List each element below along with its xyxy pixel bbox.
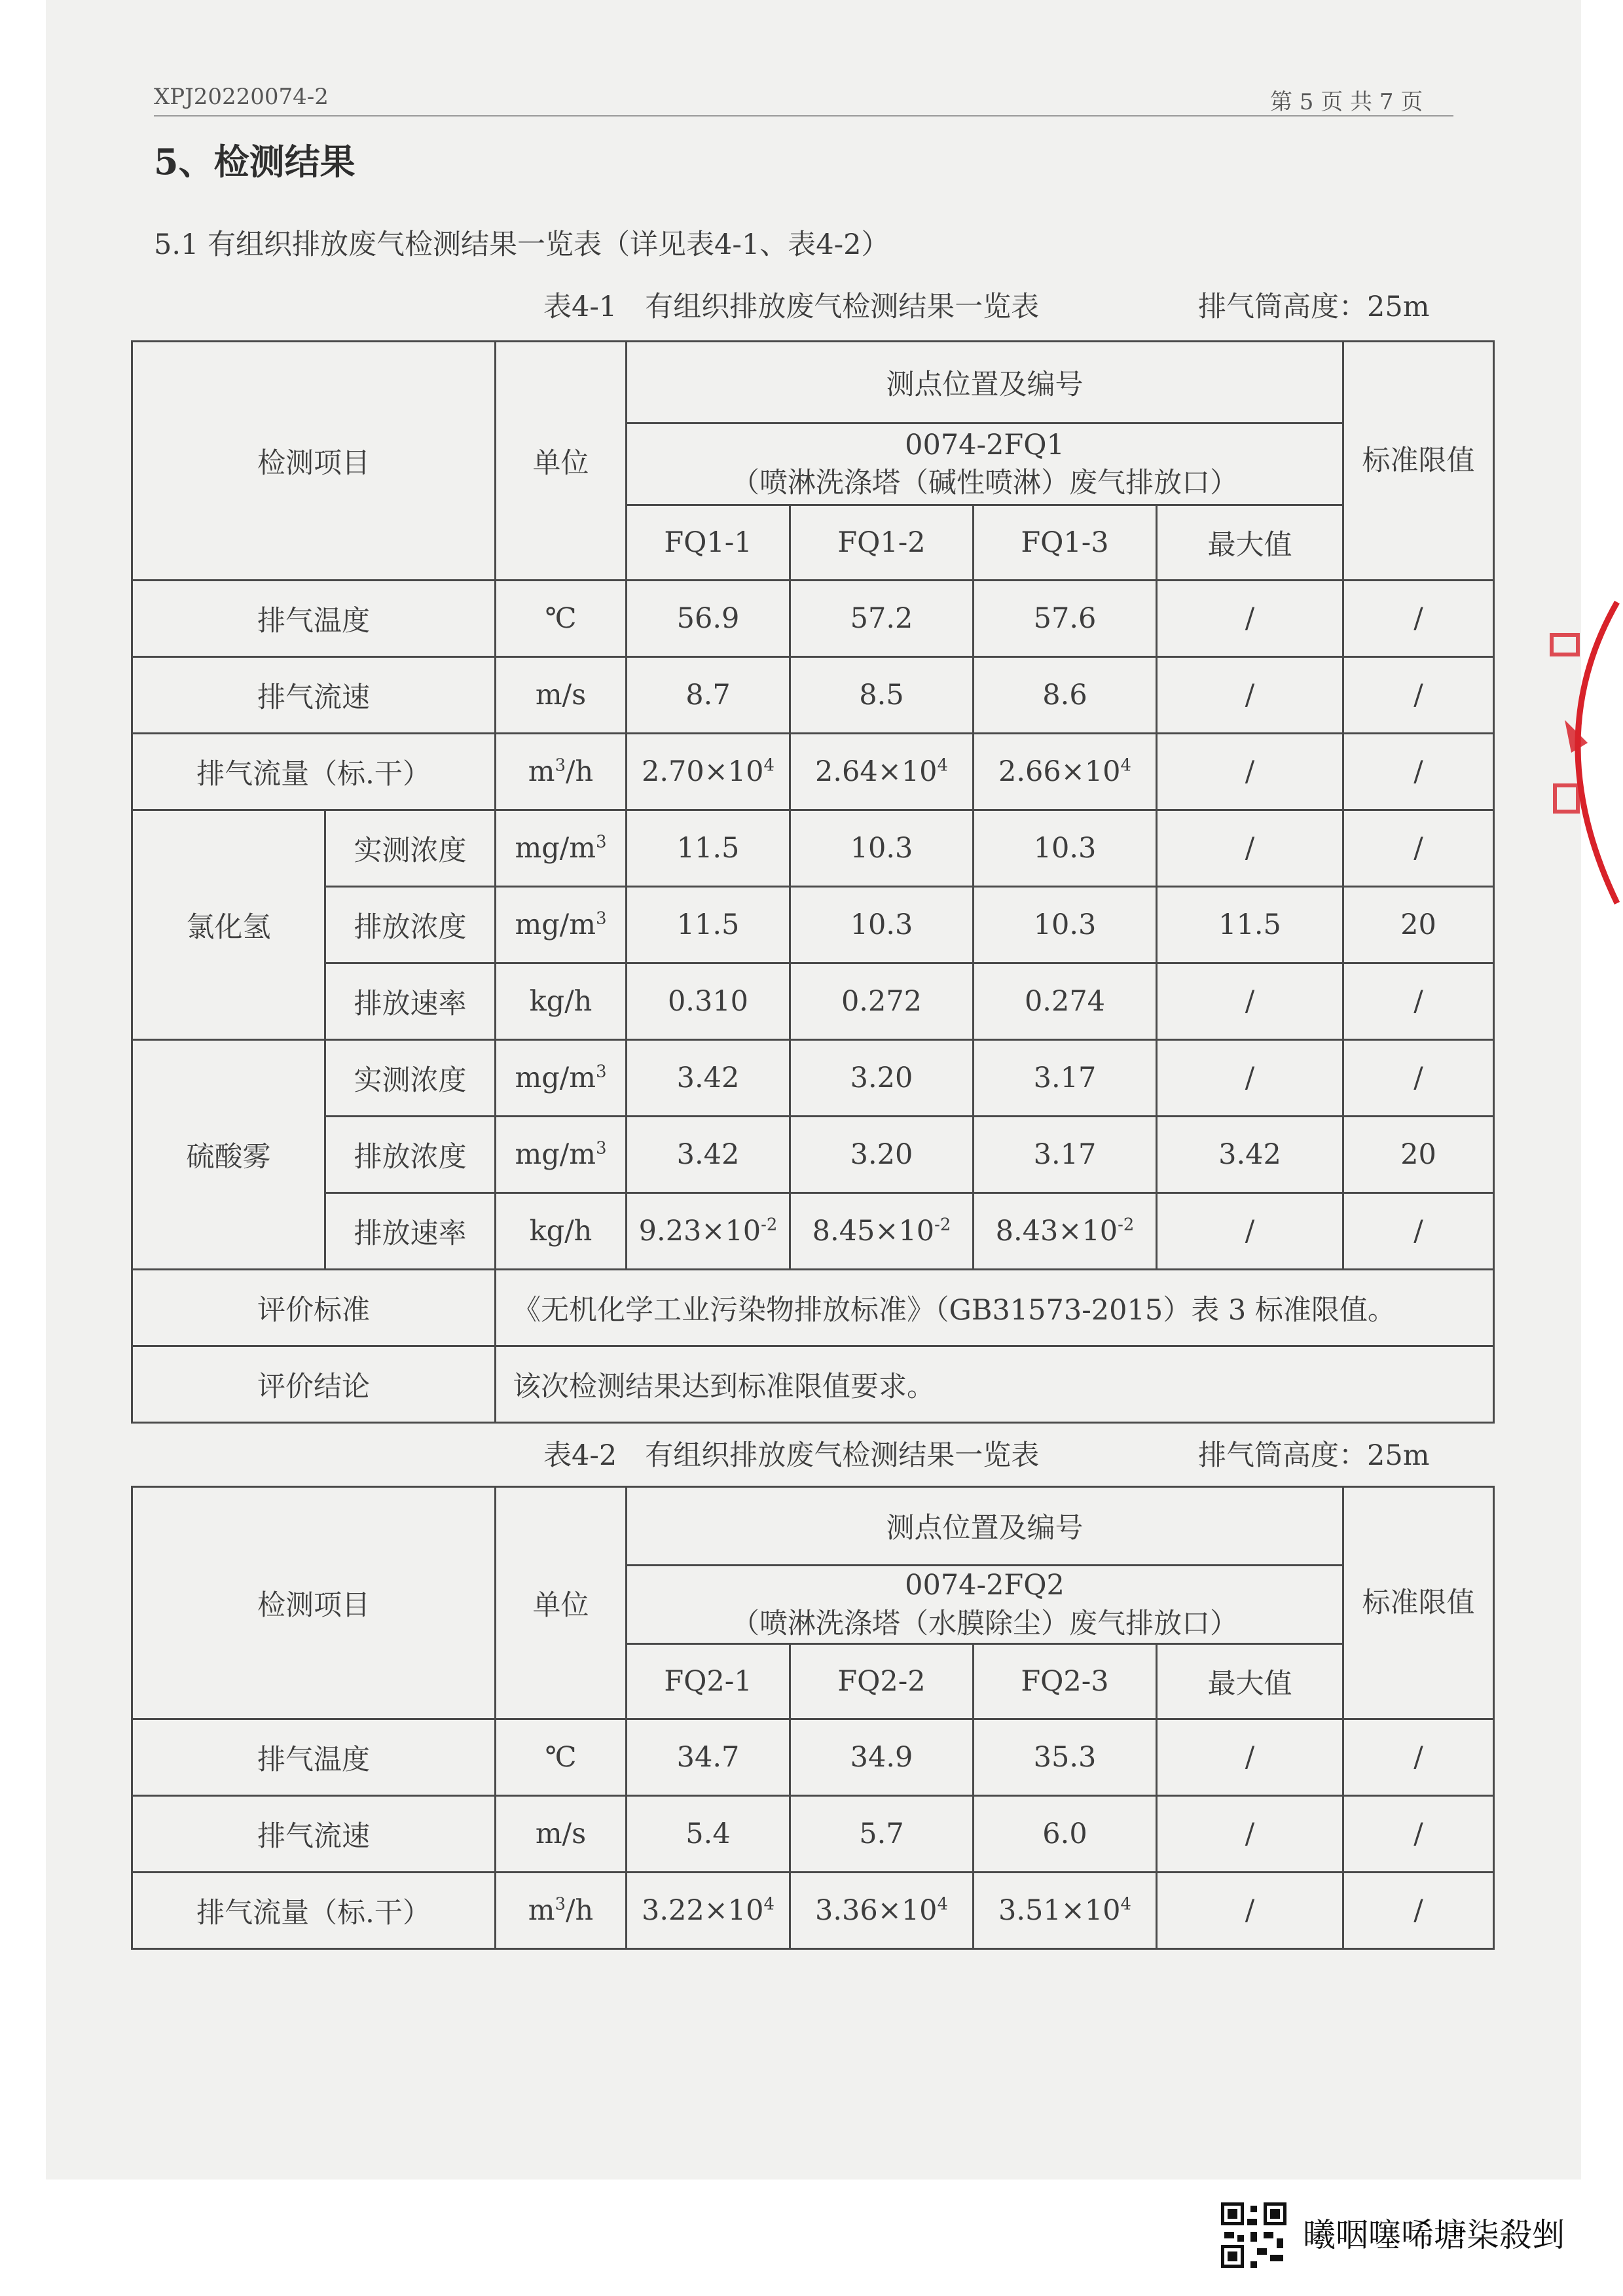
cell-value: 56.9 — [627, 581, 790, 657]
cell-limit: / — [1343, 1719, 1494, 1796]
cell-max: / — [1157, 1719, 1343, 1796]
header-location: 测点位置及编号 — [627, 342, 1343, 423]
cell-value: $8.43\times 10^{-2}$ — [974, 1193, 1157, 1270]
row-item: 排气流速 — [132, 1796, 496, 1873]
cell-max: / — [1157, 657, 1343, 734]
table-row — [132, 1193, 1494, 1270]
row-unit: $mg/m^3$ — [496, 887, 627, 963]
row-subitem: 排放浓度 — [325, 887, 496, 963]
cell-value: 11.5 — [627, 810, 790, 887]
cell-max: 11.5 — [1157, 887, 1343, 963]
table-row — [132, 1117, 1494, 1193]
eval-conclusion: 该次检测结果达到标准限值要求。 — [496, 1346, 1494, 1423]
cell-max: 3.42 — [1157, 1117, 1343, 1193]
table2-stack-height: 排气筒高度：25m — [1198, 1439, 1430, 1472]
cell-value: 10.3 — [790, 887, 974, 963]
cell-limit: / — [1343, 1796, 1494, 1873]
cell-value: 5.4 — [627, 1796, 790, 1873]
cell-value: 34.7 — [627, 1719, 790, 1796]
cell-value: 10.3 — [974, 887, 1157, 963]
table-row — [132, 581, 1494, 657]
table-row — [132, 810, 1494, 887]
cell-value: 8.7 — [627, 657, 790, 734]
point-code: 0074-2FQ2 — [905, 1569, 1065, 1602]
cell-value: 11.5 — [627, 887, 790, 963]
row-unit: kg/h — [496, 963, 627, 1040]
cell-value: 10.3 — [790, 810, 974, 887]
point-description: （喷淋洗涤塔（碱性喷淋）废气排放口） — [731, 467, 1238, 499]
cell-limit: 20 — [1343, 887, 1494, 963]
document-id: XPJ20220074-2 — [154, 84, 329, 110]
row-unit: kg/h — [496, 1193, 627, 1270]
cell-max: / — [1157, 1873, 1343, 1949]
row-unit: $mg/m^3$ — [496, 1117, 627, 1193]
footer-text: 曦咽噻唏塘柒殺剉 — [1303, 2216, 1565, 2254]
table-row — [132, 657, 1494, 734]
row-subitem: 排放浓度 — [325, 1117, 496, 1193]
cell-limit: / — [1343, 1193, 1494, 1270]
table1-stack-height: 排气筒高度：25m — [1198, 291, 1430, 323]
cell-value: 3.17 — [974, 1040, 1157, 1117]
header-unit: 单位 — [496, 1487, 627, 1719]
cell-value: $2.64\times 10^4$ — [790, 734, 974, 810]
qr-code-icon — [1218, 2199, 1290, 2271]
cell-value: $2.70\times 10^4$ — [627, 734, 790, 810]
header-item: 检测项目 — [132, 342, 496, 581]
eval-standard: 《无机化学工业污染物排放标准》（GB31573-2015）表 3 标准限值。 — [496, 1270, 1494, 1346]
row-unit: $mg/m^3$ — [496, 1040, 627, 1117]
cell-max: / — [1157, 734, 1343, 810]
cell-limit: / — [1343, 657, 1494, 734]
row-subitem: 实测浓度 — [325, 810, 496, 887]
table-row — [132, 887, 1494, 963]
col-header: FQ2-1 — [627, 1644, 790, 1719]
cell-value: 35.3 — [974, 1719, 1157, 1796]
cell-max: / — [1157, 1796, 1343, 1873]
cell-limit: / — [1343, 1873, 1494, 1949]
eval-conclusion-label: 评价结论 — [132, 1346, 496, 1423]
results-table-1 — [131, 340, 1495, 1424]
cell-limit: / — [1343, 1040, 1494, 1117]
point-code: 0074-2FQ1 — [905, 428, 1065, 461]
col-header: FQ1-2 — [790, 505, 974, 581]
table-row — [132, 1873, 1494, 1949]
col-header: FQ2-3 — [974, 1644, 1157, 1719]
table-row — [132, 734, 1494, 810]
header-item: 检测项目 — [132, 1487, 496, 1719]
col-header: 最大值 — [1157, 1644, 1343, 1719]
cell-value: $9.23\times 10^{-2}$ — [627, 1193, 790, 1270]
row-item: 排气温度 — [132, 581, 496, 657]
row-unit: $m^3/h$ — [496, 734, 627, 810]
cell-value: 57.6 — [974, 581, 1157, 657]
group-name: 硫酸雾 — [132, 1040, 325, 1270]
cell-value: 6.0 — [974, 1796, 1157, 1873]
cell-limit: / — [1343, 581, 1494, 657]
point-description: （喷淋洗涤塔（水膜除尘）废气排放口） — [731, 1607, 1238, 1640]
subsection-title: 5.1 有组织排放废气检测结果一览表（详见表4-1、表4-2） — [154, 228, 890, 261]
table-row — [132, 1796, 1494, 1873]
row-unit: ℃ — [496, 581, 627, 657]
row-unit: ℃ — [496, 1719, 627, 1796]
row-subitem: 排放速率 — [325, 963, 496, 1040]
cell-limit: / — [1343, 810, 1494, 887]
cell-value: 0.274 — [974, 963, 1157, 1040]
row-item: 排气流速 — [132, 657, 496, 734]
cell-value: $8.45\times 10^{-2}$ — [790, 1193, 974, 1270]
cell-max: / — [1157, 810, 1343, 887]
col-header: FQ2-2 — [790, 1644, 974, 1719]
col-header: 最大值 — [1157, 505, 1343, 581]
results-table-2 — [131, 1486, 1495, 1950]
header-divider — [154, 115, 1453, 117]
table1-caption: 表4-1 有组织排放废气检测结果一览表 — [543, 291, 1040, 323]
cell-limit: / — [1343, 963, 1494, 1040]
table-row — [132, 1346, 1494, 1423]
cell-limit: / — [1343, 734, 1494, 810]
row-unit: m/s — [496, 657, 627, 734]
col-header: FQ1-1 — [627, 505, 790, 581]
cell-value: 34.9 — [790, 1719, 974, 1796]
cell-value: 0.272 — [790, 963, 974, 1040]
cell-max: / — [1157, 1040, 1343, 1117]
section-title: 5、检测结果 — [154, 141, 356, 183]
row-unit: $m^3/h$ — [496, 1873, 627, 1949]
cell-value: 0.310 — [627, 963, 790, 1040]
cell-value: 8.6 — [974, 657, 1157, 734]
header-limit: 标准限值 — [1343, 342, 1494, 581]
row-unit: m/s — [496, 1796, 627, 1873]
row-item: 排气流量（标.干） — [132, 734, 496, 810]
col-header: FQ1-3 — [974, 505, 1157, 581]
cell-value: 3.20 — [790, 1117, 974, 1193]
cell-value: 3.42 — [627, 1117, 790, 1193]
group-name: 氯化氢 — [132, 810, 325, 1040]
row-subitem: 排放速率 — [325, 1193, 496, 1270]
eval-standard-label: 评价标准 — [132, 1270, 496, 1346]
row-item: 排气温度 — [132, 1719, 496, 1796]
cell-value: $3.51\times 10^4$ — [974, 1873, 1157, 1949]
header-location: 测点位置及编号 — [627, 1487, 1343, 1566]
header-point — [627, 423, 1343, 505]
cell-value: 3.20 — [790, 1040, 974, 1117]
cell-max: / — [1157, 581, 1343, 657]
table-row — [132, 1040, 1494, 1117]
cell-value: 8.5 — [790, 657, 974, 734]
cell-value: $3.22\times 10^4$ — [627, 1873, 790, 1949]
row-subitem: 实测浓度 — [325, 1040, 496, 1117]
cell-value: 5.7 — [790, 1796, 974, 1873]
cell-value: 3.17 — [974, 1117, 1157, 1193]
table2-caption: 表4-2 有组织排放废气检测结果一览表 — [543, 1439, 1040, 1472]
cell-max: / — [1157, 963, 1343, 1040]
cell-limit: 20 — [1343, 1117, 1494, 1193]
cell-value: 57.2 — [790, 581, 974, 657]
red-stamp-icon — [1525, 589, 1623, 916]
header-limit: 标准限值 — [1343, 1487, 1494, 1719]
table-row — [132, 963, 1494, 1040]
cell-value: $3.36\times 10^4$ — [790, 1873, 974, 1949]
row-item: 排气流量（标.干） — [132, 1873, 496, 1949]
table-row — [132, 1270, 1494, 1346]
cell-value: 10.3 — [974, 810, 1157, 887]
header-point — [627, 1566, 1343, 1644]
table-row — [132, 1719, 1494, 1796]
row-unit: $mg/m^3$ — [496, 810, 627, 887]
header-unit: 单位 — [496, 342, 627, 581]
cell-value: $2.66\times 10^4$ — [974, 734, 1157, 810]
cell-max: / — [1157, 1193, 1343, 1270]
page-number: 第 5 页 共 7 页 — [1270, 89, 1423, 115]
cell-value: 3.42 — [627, 1040, 790, 1117]
